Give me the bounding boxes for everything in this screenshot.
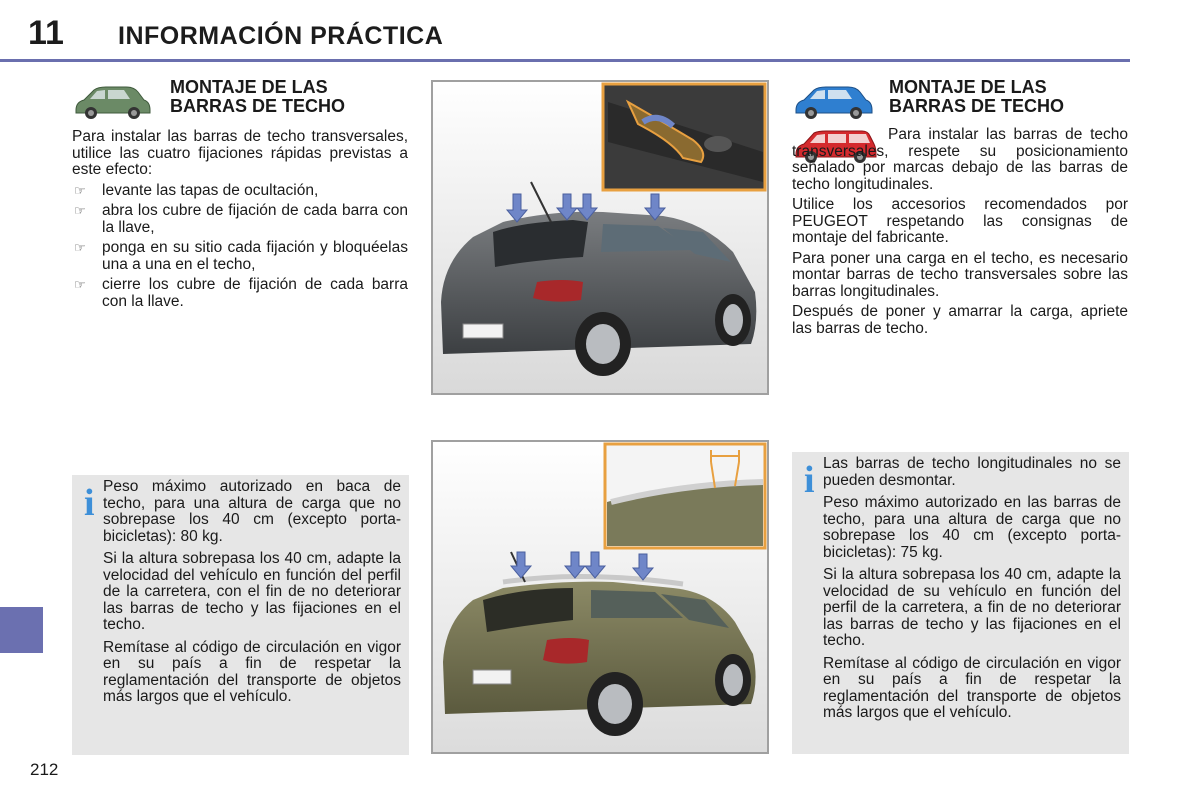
info-paragraph: Peso máximo autorizado en baca de techo, para una altura de carga que no sobrepase los 40 cm (excepto porta-bicicletas): 80 kg. bbox=[103, 478, 401, 545]
pointing-hand-icon: ☞ bbox=[74, 203, 86, 218]
pointing-hand-icon: ☞ bbox=[74, 182, 86, 198]
left-section-title-line2: BARRAS DE TECHO bbox=[170, 96, 346, 116]
info-icon: i bbox=[804, 459, 815, 501]
pointing-hand-icon: ☞ bbox=[74, 240, 86, 255]
right-section-title-line1: MONTAJE DE LAS bbox=[889, 77, 1047, 97]
right-section-paragraph: Para instalar las barras de techo transversales, respete su posicionamiento señalado por marcas debajo de las barras de techo longitudinales. bbox=[792, 126, 1128, 193]
right-section-paragraph: Para poner una carga en el techo, es necesario montar barras de techo transversales sobre las barras longitudinales. bbox=[792, 249, 1128, 300]
info-paragraph: Las barras de techo longitudinales no se pueden desmontar. bbox=[823, 455, 1121, 489]
left-section-title-line1: MONTAJE DE LAS bbox=[170, 77, 328, 97]
left-section-intro: Para instalar las barras de techo transversales, utilice las cuatro fijaciones rápidas previstas a este efecto: bbox=[72, 128, 408, 178]
list-item: ☞ abra los cubre de fijación de cada barra con la llave, bbox=[74, 202, 408, 236]
info-paragraph: Remítase al código de circulación en vigor en su país a fin de respetar la reglamentación del transporte de objetos más largos que el vehículo. bbox=[823, 654, 1121, 721]
info-paragraph: Remítase al código de circulación en vigor en su país a fin de respetar la reglamentación del transporte de objetos más largos que el vehículo. bbox=[103, 638, 401, 705]
left-info-box bbox=[72, 475, 409, 755]
list-item: ☞ cierre los cubre de fijación de cada barra con la llave. bbox=[74, 276, 408, 310]
list-item: ☞ ponga en su sitio cada fijación y bloquéelas una a una en el techo, bbox=[74, 239, 408, 273]
right-section-title-line2: BARRAS DE TECHO bbox=[889, 96, 1065, 116]
left-section-body bbox=[72, 129, 408, 314]
car-hatchback-green-icon bbox=[72, 82, 152, 122]
wagon-roof-rails-illustration bbox=[431, 440, 769, 754]
left-section-title bbox=[170, 78, 345, 116]
right-section-body bbox=[792, 127, 1128, 341]
info-paragraph: Si la altura sobrepasa los 40 cm, adapte la velocidad de su vehículo en función del perfil de la carretera, a fin de no deteriorar las barras de techo y las fijaciones en el techo. bbox=[823, 566, 1121, 649]
info-paragraph: Peso máximo autorizado en las barras de techo, para una altura de carga que no sobrepase los 40 cm (excepto porta-bicicletas): 75 kg. bbox=[823, 494, 1121, 561]
list-item: ☞ levante las tapas de ocultación, bbox=[74, 181, 319, 199]
info-paragraph: Si la altura sobrepasa los 40 cm, adapte la velocidad del vehículo en función del perfil de la carretera, con el fin de no deteriorar las barras de techo y las fijaciones en el techo. bbox=[103, 550, 401, 633]
chapter-title: INFORMACIÓN PRÁCTICA bbox=[118, 22, 444, 50]
car-hatchback-blue-icon bbox=[792, 82, 876, 122]
info-icon: i bbox=[84, 482, 95, 524]
hatchback-roof-fixings-illustration bbox=[431, 80, 769, 395]
installation-steps-list bbox=[72, 183, 408, 311]
right-section-paragraph: Después de poner y amarrar la carga, apriete las barras de techo. bbox=[792, 303, 1128, 337]
header-divider bbox=[0, 59, 1130, 62]
left-info-text bbox=[103, 479, 401, 712]
right-section-paragraph: Utilice los accesorios recomendados por PEUGEOT respetando las consignas de montaje del fabricante. bbox=[792, 196, 1128, 246]
chapter-number: 11 bbox=[28, 14, 64, 52]
pointing-hand-icon: ☞ bbox=[74, 277, 86, 292]
right-section-title bbox=[889, 78, 1064, 116]
page-number: 212 bbox=[30, 760, 59, 779]
right-info-box bbox=[792, 452, 1129, 754]
chapter-side-tab bbox=[0, 607, 43, 653]
right-info-text bbox=[823, 456, 1121, 728]
